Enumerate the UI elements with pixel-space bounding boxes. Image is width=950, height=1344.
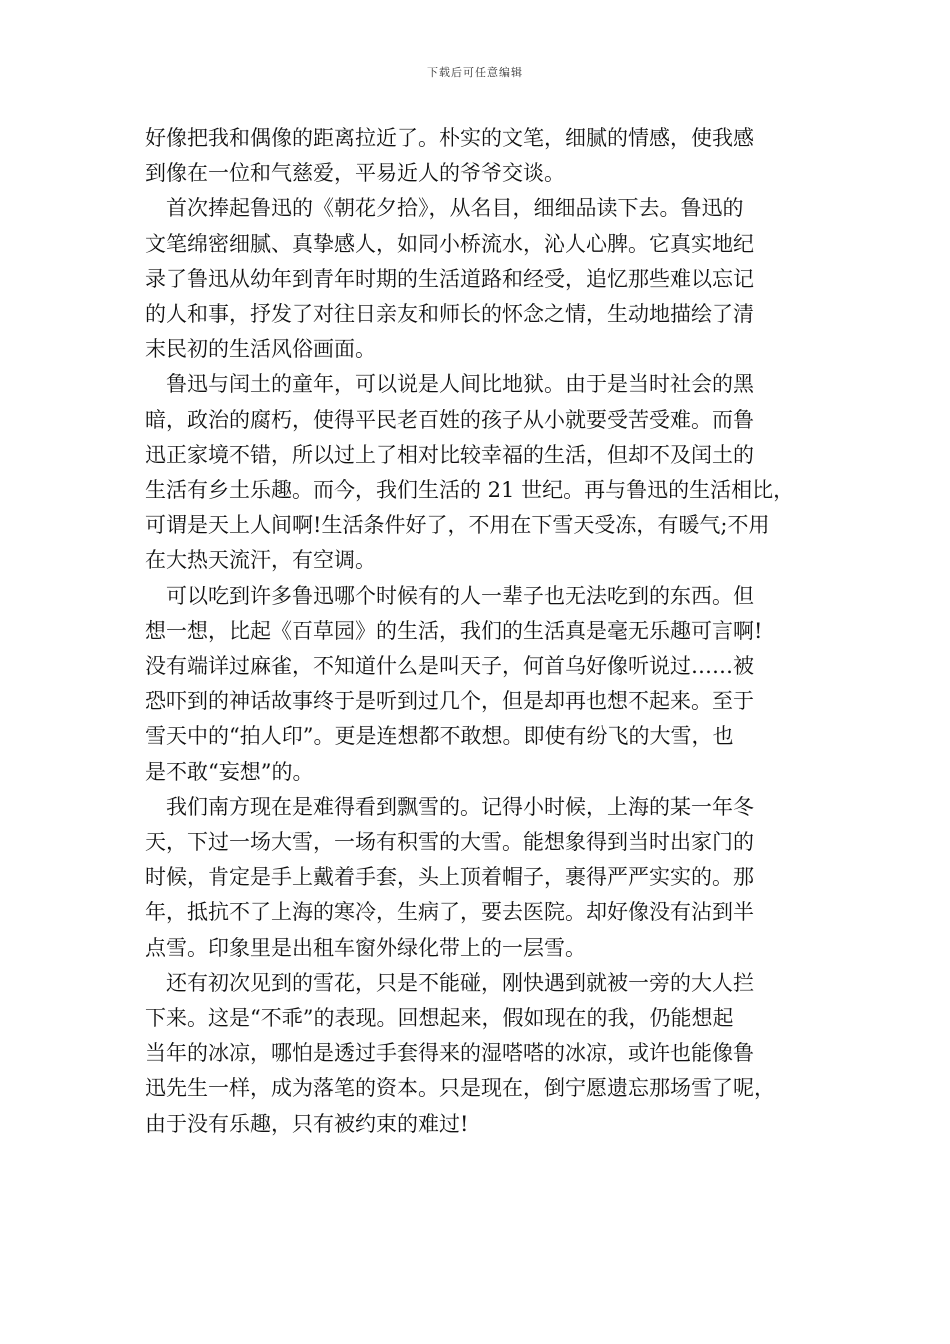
paragraph-2 bbox=[145, 191, 825, 367]
text-line: 天，下过一场大雪，一场有积雪的大雪。能想象得到当时出家门的 bbox=[145, 830, 754, 855]
text-line: 点雪。印象里是出租车窗外绿化带上的一层雪。 bbox=[145, 935, 586, 960]
paragraph-5 bbox=[145, 790, 825, 966]
text-line: 在大热天流汗，有空调。 bbox=[145, 548, 376, 573]
text-line: 到像在一位和气慈爱，平易近人的爷爷交谈。 bbox=[145, 161, 565, 186]
text-line: 好像把我和偶像的距离拉近了。朴实的文笔，细腻的情感，使我感 bbox=[145, 126, 754, 150]
text-line: 下来。这是“不乖”的表现。回想起来，假如现在的我，仍能想起 bbox=[145, 1006, 734, 1031]
text-line: 时候，肯定是手上戴着手套，头上顶着帽子，裹得严严实实的。那 bbox=[145, 865, 754, 890]
text-line: 可以吃到许多鲁迅哪个时候有的人一辈子也无法吃到的东西。但 bbox=[166, 583, 754, 608]
text-line: 首次捧起鲁迅的《朝花夕拾》，从名目，细细品读下去。鲁迅的 bbox=[166, 196, 744, 221]
paragraph-3 bbox=[145, 367, 825, 578]
text-line: 录了鲁迅从幼年到青年时期的生活道路和经受，追忆那些难以忘记 bbox=[145, 266, 754, 291]
header-note: 下载后可任意编辑 bbox=[427, 66, 523, 79]
text-line: 还有初次见到的雪花，只是不能碰，刚快遇到就被一旁的大人拦 bbox=[166, 970, 754, 995]
text-line: 雪天中的“拍人印”。更是连想都不敢想。即使有纷飞的大雪，也 bbox=[145, 724, 734, 749]
text-line: 末民初的生活风俗画面。 bbox=[145, 337, 376, 362]
text-line: 恐吓到的神话故事终于是听到过几个，但是却再也想不起来。至于 bbox=[145, 689, 754, 714]
text-line: 的人和事，抒发了对往日亲友和师长的怀念之情，生动地描绘了清 bbox=[145, 302, 754, 327]
text-line: 可谓是天上人间啊!生活条件好了，不用在下雪天受冻，有暖气;不用 bbox=[145, 513, 770, 538]
text-line: 我们南方现在是难得看到飘雪的。记得小时候，上海的某一年冬 bbox=[166, 794, 754, 819]
text-line: 迅先生一样，成为落笔的资本。只是现在，倒宁愿遗忘那场雪了呢， bbox=[145, 1076, 775, 1101]
text-line: 迅正家境不错，所以过上了相对比较幸福的生活，但却不及闰土的 bbox=[145, 442, 754, 467]
paragraph-6 bbox=[145, 966, 825, 1142]
text-line: 生活有乡土乐趣。而今，我们生活的 21 世纪。再与鲁迅的生活相比， bbox=[145, 478, 795, 503]
paragraph-4 bbox=[145, 579, 825, 790]
text-line: 年，抵抗不了上海的寒冷，生病了，要去医院。却好像没有沾到半 bbox=[145, 900, 754, 925]
text-line: 是不敢“妄想”的。 bbox=[145, 759, 314, 784]
document-body bbox=[145, 121, 825, 1142]
text-line: 暗，政治的腐朽，使得平民老百姓的孩子从小就要受苦受难。而鲁 bbox=[145, 407, 754, 432]
text-line: 鲁迅与闰土的童年，可以说是人间比地狱。由于是当时社会的黑 bbox=[166, 372, 754, 397]
text-line: 当年的冰凉，哪怕是透过手套得来的湿嗒嗒的冰凉，或许也能像鲁 bbox=[145, 1041, 754, 1066]
text-line: 想一想，比起《百草园》的生活，我们的生活真是毫无乐趣可言啊! bbox=[145, 618, 763, 643]
paragraph-1 bbox=[145, 121, 825, 191]
text-line: 由于没有乐趣，只有被约束的难过! bbox=[145, 1111, 469, 1136]
text-line: 文笔绵密细腻、真挚感人，如同小桥流水，沁人心脾。它真实地纪 bbox=[145, 231, 754, 256]
text-line: 没有端详过麻雀，不知道什么是叫天子，何首乌好像听说过……被 bbox=[145, 654, 754, 679]
